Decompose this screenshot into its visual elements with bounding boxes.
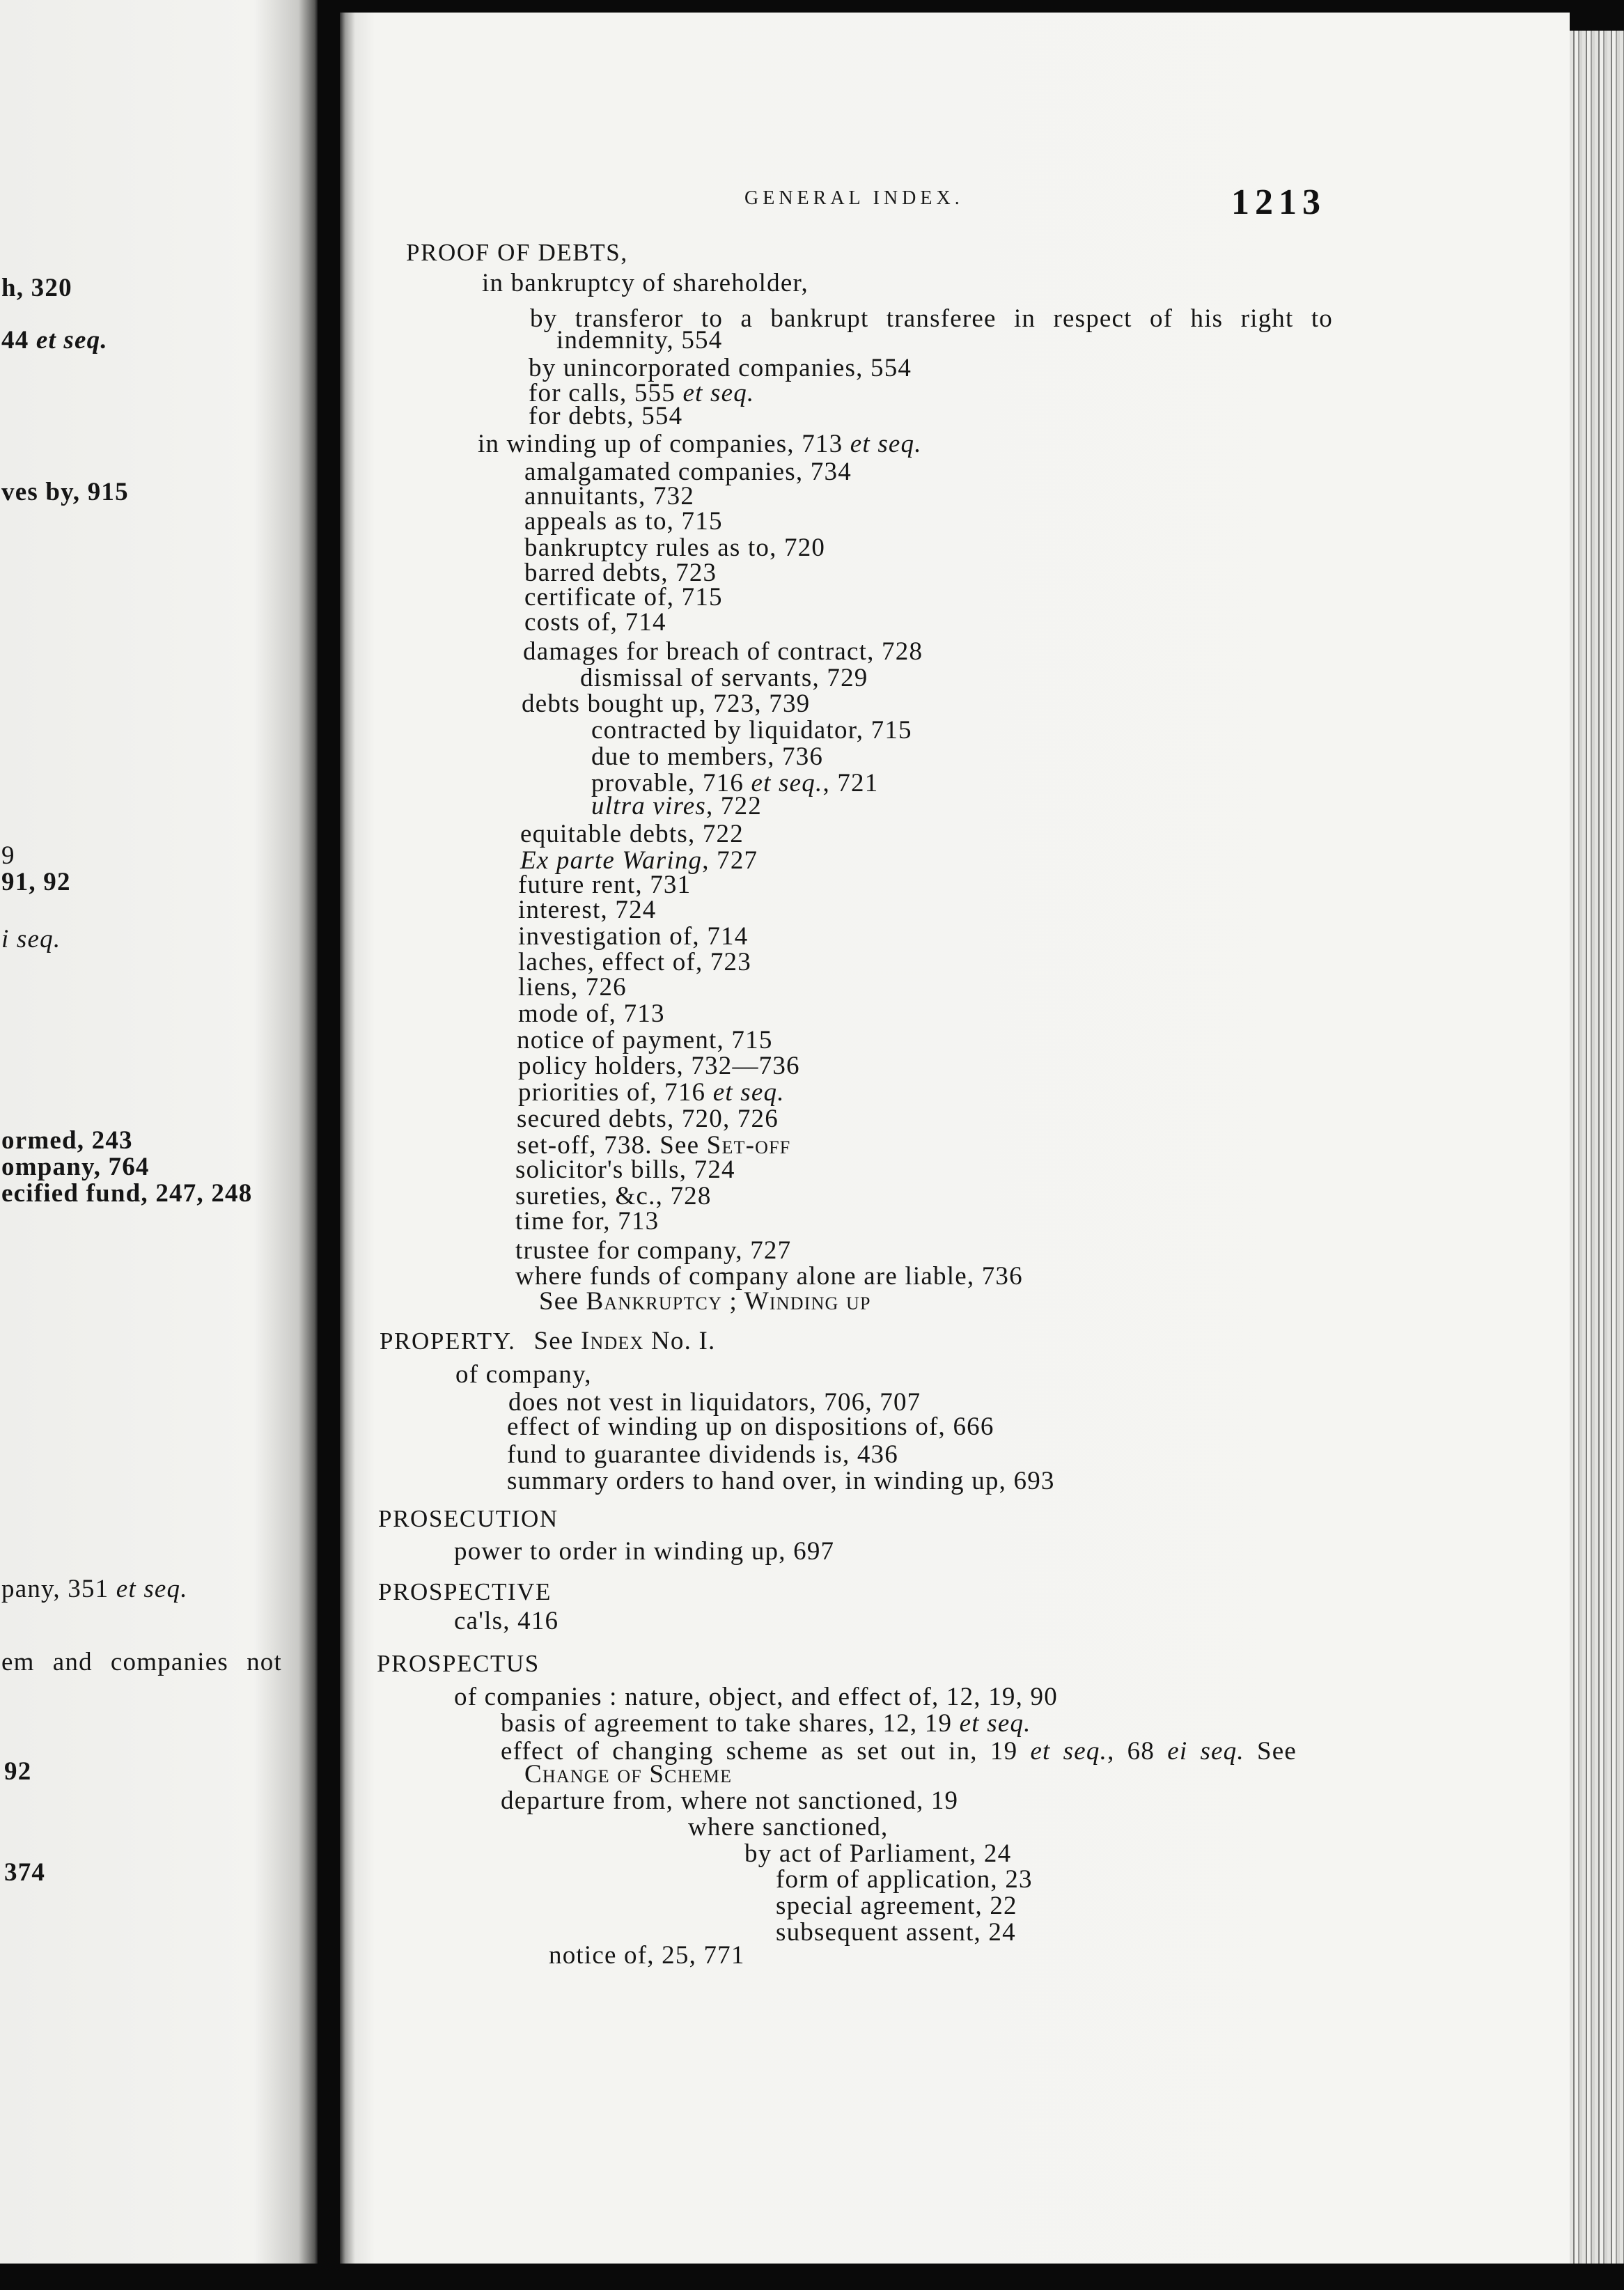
index-subentry: [501, 1711, 1031, 1736]
index-subentry: [591, 793, 762, 819]
facing-page-fragment: em and companies not: [1, 1648, 282, 1676]
index-heading-prospective: PROSPECTIVE: [378, 1578, 552, 1605]
italic-reference: ei seq.: [1167, 1737, 1244, 1766]
index-subentry: policy holders, 732—736: [518, 1052, 800, 1080]
index-subentry: notice of payment, 715: [517, 1026, 773, 1054]
subentry-text: , 68: [1107, 1737, 1168, 1766]
index-subentry: does not vest in liquidators, 706, 707: [508, 1388, 921, 1417]
cross-reference: [533, 1327, 715, 1355]
facing-page-fragment: [1, 1576, 188, 1602]
italic-reference: et seq.: [1030, 1737, 1108, 1766]
index-subentry: for debts, 554: [529, 402, 683, 430]
index-heading-prosecution: PROSECUTION: [378, 1505, 559, 1532]
facing-page-fragment: i seq.: [1, 925, 61, 953]
index-subentry: in bankruptcy of shareholder,: [482, 269, 809, 297]
cross-reference: [539, 1288, 871, 1314]
facing-page-fragment: ormed, 243: [1, 1126, 133, 1155]
index-subentry: laches, effect of, 723: [518, 948, 751, 976]
index-subentry: fund to guarantee dividends is, 436: [507, 1440, 898, 1469]
index-subentry: of companies : nature, object, and effect of, 12, 19, 90: [454, 1683, 1058, 1711]
italic-reference: et seq.: [36, 326, 108, 355]
facing-page-fragment: 92: [4, 1757, 32, 1786]
facing-page-fragment: ves by, 915: [1, 478, 129, 506]
facing-page-fragment: 91, 92: [1, 868, 71, 896]
index-subentry: trustee for company, 727: [515, 1236, 792, 1265]
index-subentry: [478, 431, 922, 457]
index-subentry: dismissal of servants, 729: [580, 664, 868, 692]
index-subentry: [518, 1080, 785, 1105]
subentry-text: provable, 716: [591, 769, 751, 797]
running-head-title: GENERAL INDEX.: [744, 187, 964, 209]
cross-reference-term: Bankruptcy ; Winding up: [586, 1287, 871, 1316]
index-subentry: by transferor to a bankrupt transferee in respect of his right to: [530, 304, 1333, 333]
italic-term: Ex parte Waring: [520, 846, 703, 875]
facing-page-fragment: 374: [4, 1858, 46, 1887]
italic-term: ultra vires: [591, 792, 706, 820]
index-subentry: investigation of, 714: [518, 922, 749, 951]
facing-page-fragment: [1, 327, 108, 353]
index-subentry: barred debts, 723: [524, 559, 717, 587]
index-heading-property: [380, 1328, 715, 1354]
italic-reference: et seq.: [850, 430, 922, 458]
index-subentry: form of application, 23: [776, 1865, 1033, 1894]
index-heading-proof-of-debts: PROOF OF DEBTS,: [406, 239, 628, 266]
page-edge-stack: [1570, 31, 1624, 2264]
index-subentry: [520, 848, 758, 873]
index-subentry: where funds of company alone are liable, 736: [515, 1262, 1023, 1291]
facing-page-fragment: 9: [1, 841, 15, 870]
index-subentry: debts bought up, 723, 739: [522, 690, 811, 718]
index-subentry: summary orders to hand over, in winding up, 693: [507, 1467, 1055, 1495]
index-subentry: indemnity, 554: [556, 326, 723, 355]
index-subentry: where sanctioned,: [688, 1813, 889, 1841]
index-subentry: bankruptcy rules as to, 720: [524, 533, 826, 562]
subentry-text: , 727: [702, 846, 758, 875]
subentry-text: in winding up of companies, 713: [478, 430, 850, 458]
index-subentry: notice of, 25, 771: [549, 1941, 745, 1970]
index-subentry: annuitants, 732: [524, 482, 695, 511]
fragment-text: pany, 351: [1, 1575, 116, 1603]
index-subentry: due to members, 736: [591, 742, 824, 771]
index-subentry: contracted by liquidator, 715: [591, 716, 912, 745]
index-subentry: equitable debts, 722: [520, 820, 744, 848]
index-subentry: future rent, 731: [518, 871, 692, 899]
cross-reference-term: Change of Scheme: [524, 1760, 733, 1789]
index-subentry: mode of, 713: [518, 999, 665, 1028]
index-subentry: certificate of, 715: [524, 583, 723, 612]
index-subentry: interest, 724: [518, 896, 657, 924]
see-label: See: [539, 1287, 586, 1316]
fragment-text: 44: [1, 326, 36, 355]
index-subentry: sureties, &c., 728: [515, 1182, 712, 1210]
subentry-text: for calls, 555: [529, 379, 683, 407]
index-subentry: departure from, where not sanctioned, 19: [501, 1786, 959, 1815]
index-subentry: secured debts, 720, 726: [517, 1105, 779, 1133]
index-subentry: liens, 726: [518, 973, 627, 1002]
index-subentry: appeals as to, 715: [524, 507, 723, 536]
cross-reference-number: No. I.: [643, 1327, 716, 1355]
page-number: 1213: [1231, 182, 1326, 222]
facing-page-fragment: h, 320: [1, 274, 72, 302]
heading-text: PROPERTY.: [380, 1327, 516, 1355]
subentry-text: priorities of, 716: [518, 1078, 713, 1107]
facing-page-fragment: ecified fund, 247, 248: [1, 1179, 253, 1208]
italic-reference: et seq.: [116, 1575, 188, 1603]
italic-reference: et seq.: [682, 379, 755, 407]
subentry-text: , 721: [822, 769, 879, 797]
italic-reference: et seq.: [751, 769, 823, 797]
index-subentry: by act of Parliament, 24: [744, 1839, 1012, 1868]
italic-reference: et seq.: [959, 1709, 1031, 1738]
see-label: See: [1244, 1737, 1297, 1766]
subentry-text: , 722: [705, 792, 762, 820]
index-subentry: by unincorporated companies, 554: [529, 354, 912, 382]
index-subentry: power to order in winding up, 697: [454, 1537, 835, 1566]
index-subentry: [517, 1132, 790, 1158]
facing-page-fragment: ompany, 764: [1, 1153, 150, 1181]
index-subentry: solicitor's bills, 724: [515, 1155, 735, 1184]
index-subentry: amalgamated companies, 734: [524, 458, 852, 486]
index-subentry: effect of winding up on dispositions of, 666: [507, 1412, 994, 1441]
subentry-text: effect of changing scheme as set out in, 19: [501, 1737, 1031, 1766]
index-subentry: damages for breach of contract, 728: [523, 637, 923, 666]
cross-reference-term: Index: [580, 1327, 644, 1355]
index-subentry: subsequent assent, 24: [776, 1918, 1016, 1947]
index-subentry: of company,: [455, 1360, 592, 1389]
index-subentry: costs of, 714: [524, 608, 666, 637]
see-label: See: [533, 1327, 581, 1355]
index-subentry: special agreement, 22: [776, 1892, 1017, 1920]
index-subentry: time for, 713: [515, 1207, 659, 1236]
index-heading-prospectus: PROSPECTUS: [377, 1650, 540, 1677]
subentry-text: set-off, 738. See: [517, 1131, 707, 1160]
subentry-text: basis of agreement to take shares, 12, 19: [501, 1709, 960, 1738]
cross-reference-term: Set-off: [706, 1131, 791, 1160]
italic-reference: et seq.: [712, 1078, 785, 1107]
index-subentry: ca'ls, 416: [454, 1607, 559, 1635]
